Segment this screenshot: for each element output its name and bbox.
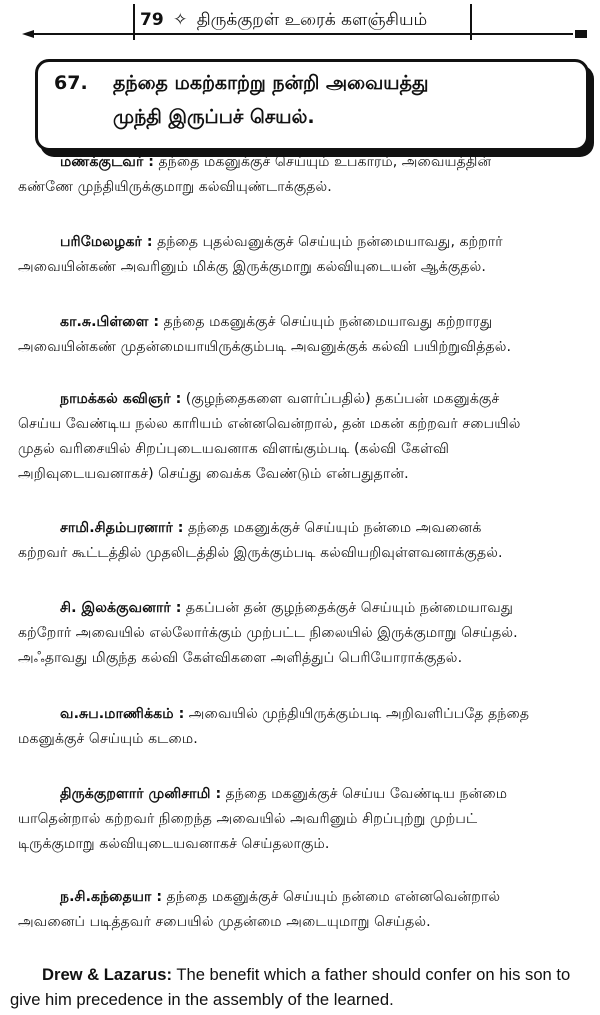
commentary-line: கண்ணே முந்தியிருக்குமாறு கல்வியுண்டாக்குதல். <box>18 179 332 195</box>
commentary-line <box>18 885 590 910</box>
page-number: 79 <box>140 10 164 30</box>
english-line: give him precedence in the assembly of the learned. <box>10 990 394 1009</box>
commentary-line: டிருக்குமாறு கல்வியுடையவனாகச் செய்தலாகும். <box>18 836 330 852</box>
commentary-line: யாதென்றால் கற்றவர் நிறைந்த அவையில் அவரினும் சிறப்புற்று முற்பட் <box>18 811 478 827</box>
commentary-text: தந்தை மகனுக்குச் செய்யும் நன்மை என்னவென்றால் <box>162 889 501 905</box>
commentary-block <box>18 150 590 200</box>
commentary-line: மகனுக்குச் செய்யும் கடமை. <box>18 731 198 747</box>
commentary-line: முதல் வரிசையில் சிறப்புடையவனாக விளங்கும்படி (கல்வி கேள்வி <box>18 441 450 457</box>
commentator-name: சி. இலக்குவனார் : <box>60 600 182 616</box>
commentary-line: அஃதாவது மிகுந்த கல்வி கேள்விகளை அளித்துப் பெரியோராக்குதல். <box>18 650 463 666</box>
commentary-line <box>18 782 590 807</box>
kural-line-2: முந்தி இருப்பச் செயல். <box>113 106 315 128</box>
commentary-line <box>18 230 590 255</box>
diamond-icon: ✧ <box>173 10 188 30</box>
commentary-text: தகப்பன் தன் குழந்தைக்குச் செய்யும் நன்மையாவது <box>181 600 514 616</box>
kural-box <box>35 59 589 151</box>
commentary-block <box>18 516 590 566</box>
commentary-block <box>18 702 590 752</box>
commentary-text: தந்தை மகனுக்குச் செய்யும் உபகாரம், அவையத்தின் <box>153 154 492 170</box>
commentary-line <box>18 310 590 335</box>
commentary-text: தந்தை மகனுக்குச் செய்யும் நன்மையாவது கற்றாரது <box>159 314 493 330</box>
commentator-name: திருக்குறளார் முனிசாமி : <box>60 786 222 802</box>
commentary-line: செய்ய வேண்டிய நல்ல காரியம் என்னவென்றால், தன் மகன் கற்றவர் சபையில் <box>18 416 521 432</box>
kural-number: 67. <box>54 72 88 94</box>
commentary-block <box>18 596 590 671</box>
commentary-text: தந்தை புதல்வனுக்குச் செய்யும் நன்மையாவது, கற்றார் <box>152 234 503 250</box>
english-translation <box>10 962 595 1012</box>
commentator-name: ந.சி.கந்தையா : <box>60 889 163 905</box>
commentator-name: நாமக்கல் கவிஞர் : <box>60 391 182 407</box>
commentary-block <box>18 310 590 360</box>
commentator-name: மணக்குடவர் : <box>60 154 154 170</box>
running-head <box>140 10 427 32</box>
pen-ornament-icon <box>22 30 587 38</box>
commentary-line: அவையின்கண் அவரினும் மிக்கு இருக்குமாறு கல்வியுடையன் ஆக்குதல். <box>18 259 486 275</box>
book-title: திருக்குறள் உரைக் களஞ்சியம் <box>196 10 428 30</box>
commentary-text: தந்தை மகனுக்குச் செய்ய வேண்டிய நன்மை <box>221 786 508 802</box>
commentary-block <box>18 782 590 857</box>
translator-name: Drew & Lazarus: <box>42 965 173 984</box>
commentary-line <box>18 516 590 541</box>
commentary-line <box>18 596 590 621</box>
english-line <box>10 962 595 987</box>
commentator-name: கா.சு.பிள்ளை : <box>60 314 160 330</box>
commentary-line: கற்றவர் கூட்டத்தில் முதலிடத்தில் இருக்கும்படி கல்வியறிவுள்ளவனாக்குதல். <box>18 545 503 561</box>
kural-line-1: தந்தை மகற்காற்று நன்றி அவையத்து <box>113 72 429 94</box>
commentary-line: அறிவுடையவனாகச்) செய்து வைக்க வேண்டும் என்பதுதான். <box>18 466 409 482</box>
commentary-block <box>18 230 590 280</box>
commentary-text: அவையில் முந்தியிருக்கும்படி அறிவளிப்பதே தந்தை <box>184 706 530 722</box>
english-text: The benefit which a father should confer on his son to <box>172 965 571 984</box>
commentator-name: வ.சுப.மாணிக்கம் : <box>60 706 185 722</box>
commentary-text: (குழந்தைகளை வளர்ப்பதில்) தகப்பன் மகனுக்குச் <box>181 391 500 407</box>
commentary-text: தந்தை மகனுக்குச் செய்யும் நன்மை அவனைக் <box>183 520 482 536</box>
commentary-line <box>18 150 590 175</box>
commentary-line <box>18 387 590 412</box>
commentary-block <box>18 387 590 487</box>
commentator-name: பரிமேலழகர் : <box>60 234 153 250</box>
commentator-name: சாமி.சிதம்பரனார் : <box>60 520 184 536</box>
commentary-line <box>18 702 590 727</box>
commentary-line: அவையின்கண் முதன்மையாயிருக்கும்படி அவனுக்குக் கல்வி பயிற்றுவித்தல். <box>18 339 512 355</box>
commentary-line: அவனைப் படித்தவர் சபையில் முதன்மை அடையுமாறு செய்தல். <box>18 914 431 930</box>
page-header <box>0 0 600 48</box>
commentary-block <box>18 885 590 935</box>
commentary-line: கற்றோர் அவையில் எல்லோர்க்கும் முற்பட்ட நிலையில் இருக்குமாறு செய்தல். <box>18 625 518 641</box>
